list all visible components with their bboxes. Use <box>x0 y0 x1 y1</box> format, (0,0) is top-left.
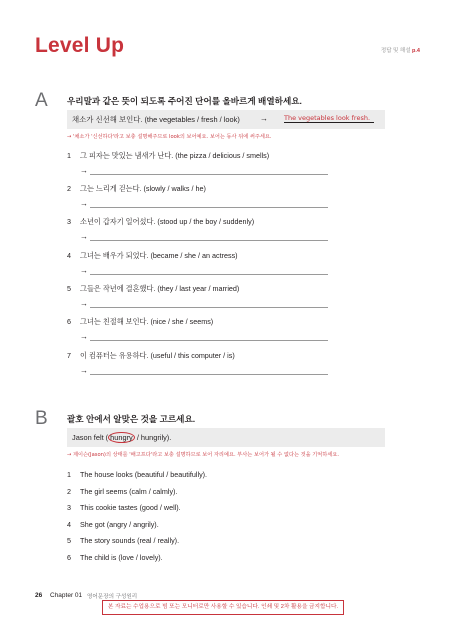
item-number: 5 <box>67 536 71 545</box>
answer-arrow: → <box>80 299 88 308</box>
item-prompt: 그녀는 친절해 보인다. (nice / she / seems) <box>80 317 214 326</box>
chapter-title: 영어문장의 구성원리 <box>87 594 138 600</box>
example-text-before: Jason felt ( <box>72 433 109 442</box>
item-number: 6 <box>67 317 71 326</box>
section-b-example-note: → 제이슨(Jason)의 상태를 '배고프다'라고 보충 설명하므로 보어 자리예요. 부사는 보어가 될 수 없다는 것을 기억하세요. <box>67 452 339 458</box>
answer-line[interactable] <box>90 374 328 375</box>
answer-arrow: → <box>80 332 88 341</box>
item-number: 3 <box>67 503 71 512</box>
answer-line[interactable] <box>90 174 328 175</box>
circled-answer: hungry <box>110 433 133 442</box>
item-number: 2 <box>67 184 71 193</box>
example-text-after: / hungrily). <box>134 433 172 442</box>
item-question[interactable]: The girl seems (calm / calmly). <box>80 487 178 496</box>
section-b-instruction: 괄호 안에서 알맞은 것을 고르세요. <box>67 414 196 424</box>
section-a-instruction: 우리말과 같은 뜻이 되도록 주어진 단어를 올바르게 배열하세요. <box>67 96 302 106</box>
page-number: 26 <box>35 592 43 599</box>
chapter-label: Chapter 01 <box>50 592 83 599</box>
item-number: 3 <box>67 217 71 226</box>
section-b-example <box>72 428 171 447</box>
answer-arrow: → <box>80 366 88 375</box>
answer-line[interactable] <box>90 274 328 275</box>
item-question[interactable]: She got (angry / angrily). <box>80 520 159 529</box>
item-prompt: 그녀는 배우가 되었다. (became / she / an actress) <box>80 251 238 260</box>
item-number: 1 <box>67 470 71 479</box>
answer-reference-page: p.4 <box>412 48 420 54</box>
item-question[interactable]: The house looks (beautiful / beautifully). <box>80 470 208 479</box>
item-number: 4 <box>67 520 71 529</box>
answer-arrow: → <box>80 199 88 208</box>
item-number: 6 <box>67 553 71 562</box>
item-prompt: 소년이 갑자기 일어섰다. (stood up / the boy / suddenly) <box>80 217 255 226</box>
answer-line[interactable] <box>90 240 328 241</box>
item-number: 2 <box>67 487 71 496</box>
answer-arrow: → <box>80 266 88 275</box>
answer-line[interactable] <box>90 340 328 341</box>
answer-reference <box>381 46 420 54</box>
section-a-example-arrow: → <box>260 114 268 123</box>
item-number: 7 <box>67 351 71 360</box>
answer-reference-label: 정답 및 해설 <box>380 48 411 54</box>
item-prompt: 이 컴퓨터는 유용하다. (useful / this computer / is) <box>80 351 235 360</box>
item-question[interactable]: The story sounds (real / really). <box>80 536 180 545</box>
page-title: Level Up <box>35 34 125 57</box>
item-question[interactable]: This cookie tastes (good / well). <box>80 503 181 512</box>
item-prompt: 그 피자는 맛있는 냄새가 난다. (the pizza / delicious / smells) <box>80 151 270 160</box>
answer-arrow: → <box>80 232 88 241</box>
item-prompt: 그들은 작년에 결혼했다. (they / last year / married) <box>80 284 240 293</box>
item-prompt: 그는 느리게 걷는다. (slowly / walks / he) <box>80 184 206 193</box>
usage-notice: 본 자료는 수업용으로 빔 또는 모니터로만 사용할 수 있습니다. 인쇄 및 2차 활용을 금지합니다. <box>102 600 344 615</box>
item-number: 4 <box>67 251 71 260</box>
answer-arrow: → <box>80 166 88 175</box>
section-a-example-prompt: 채소가 신선해 보인다. (the vegetables / fresh / look) <box>72 115 240 124</box>
section-a-example-answer: The vegetables look fresh. <box>284 114 374 123</box>
item-number: 5 <box>67 284 71 293</box>
section-a-example-note: → '채소가 '신선하다'라고 보충 설명해주므로 look의 보어예요. 보어는 동사 뒤에 써주세요. <box>67 134 272 140</box>
section-a-letter: A <box>35 90 48 111</box>
answer-line[interactable] <box>90 207 328 208</box>
answer-line[interactable] <box>90 307 328 308</box>
item-question[interactable]: The child is (love / lovely). <box>80 553 163 562</box>
section-b-letter: B <box>35 408 48 429</box>
item-number: 1 <box>67 151 71 160</box>
